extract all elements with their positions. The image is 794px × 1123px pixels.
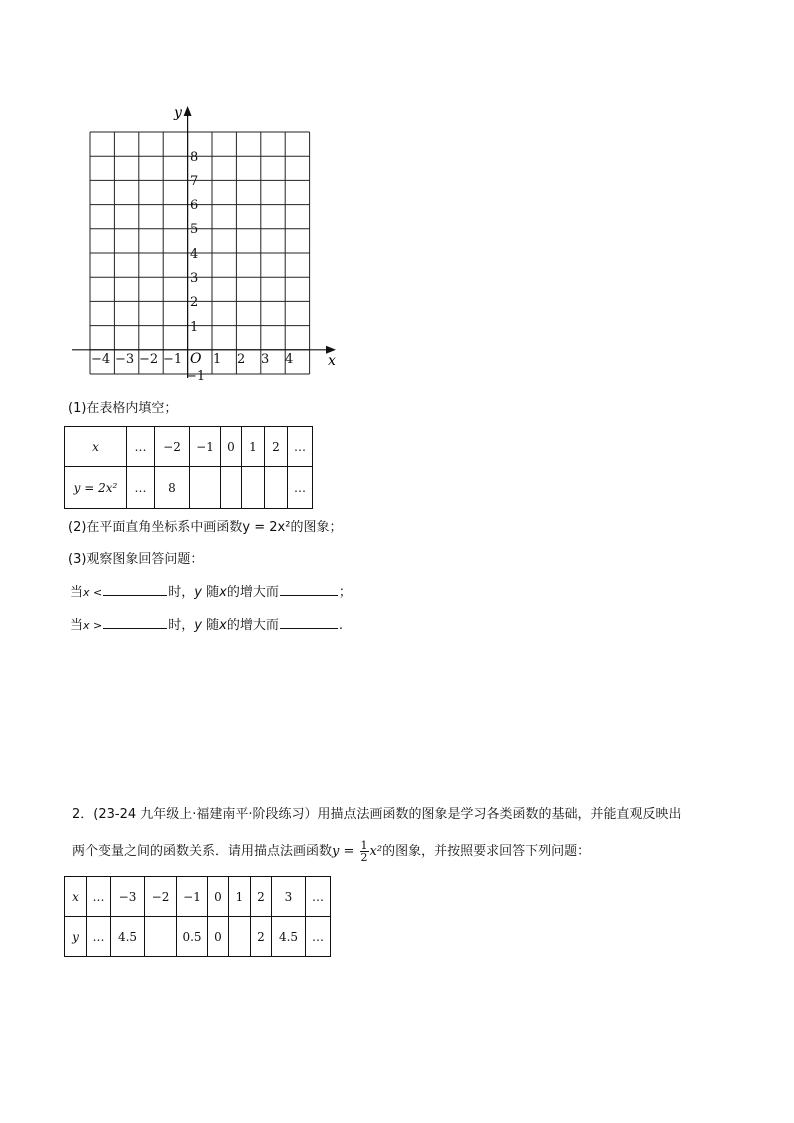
x-tick-label: −3 xyxy=(115,352,135,367)
table-cell: … xyxy=(288,467,313,509)
text: 的图象，并按照要求回答下列问题： xyxy=(382,844,591,859)
text: 时， xyxy=(168,585,195,600)
table-cell: x xyxy=(65,877,87,917)
table-cell: −1 xyxy=(190,427,221,467)
table-cell xyxy=(242,467,265,509)
table-cell: −3 xyxy=(111,877,145,917)
fraction-denominator: 2 xyxy=(360,851,368,864)
table-cell xyxy=(190,467,221,509)
q1-line5 xyxy=(70,615,343,635)
function-y: y = xyxy=(332,844,355,859)
text: 时， xyxy=(168,618,195,633)
inequality: x < xyxy=(83,586,103,599)
table-cell: −2 xyxy=(155,427,190,467)
table-cell xyxy=(145,917,177,957)
table-cell: … xyxy=(306,877,331,917)
coordinate-grid xyxy=(60,95,350,390)
answer-blank[interactable] xyxy=(280,582,338,596)
var-y: y xyxy=(194,618,202,633)
function-x: x² xyxy=(369,844,383,859)
text: 当 xyxy=(70,618,84,633)
y-tick-label: −1 xyxy=(186,369,206,384)
y-tick-label: 8 xyxy=(190,150,199,165)
table-cell: 8 xyxy=(155,467,190,509)
q1-part3: (3)观察图象回答问题： xyxy=(68,552,204,567)
origin-label: O xyxy=(190,351,202,367)
x-tick-label: 3 xyxy=(261,352,270,367)
table-cell: … xyxy=(127,427,155,467)
table-cell xyxy=(229,917,251,957)
text: 的增大而 xyxy=(226,585,279,600)
table-cell: x xyxy=(65,427,127,467)
var-y: y xyxy=(194,585,202,600)
table-cell: 1 xyxy=(229,877,251,917)
table-cell: … xyxy=(127,467,155,509)
q1-part1: (1)在表格内填空； xyxy=(68,401,178,416)
fraction xyxy=(360,840,369,863)
y-tick-label: 7 xyxy=(190,174,199,189)
table-cell: 3 xyxy=(272,877,306,917)
table-cell: y xyxy=(65,917,87,957)
table-cell: 1 xyxy=(242,427,265,467)
y-axis-arrow xyxy=(184,106,192,116)
x-tick-label: 2 xyxy=(237,352,246,367)
text: 随 xyxy=(206,585,220,600)
table-cell: 0.5 xyxy=(177,917,208,957)
q2-value-table xyxy=(64,876,331,957)
text: 两个变量之间的函数关系．请用描点法画函数 xyxy=(72,844,333,859)
table-cell: … xyxy=(87,877,111,917)
table-cell: 2 xyxy=(251,877,272,917)
y-tick-label: 2 xyxy=(190,295,199,310)
y-tick-label: 5 xyxy=(190,222,199,237)
text: 随 xyxy=(206,618,220,633)
fraction-numerator: 1 xyxy=(360,839,368,852)
grid-lines xyxy=(90,132,310,374)
table-cell xyxy=(221,467,242,509)
y-tick-label: 4 xyxy=(190,247,199,262)
answer-blank[interactable] xyxy=(280,615,338,629)
y-axis-label: y xyxy=(174,105,182,121)
y-tick-label: 3 xyxy=(190,271,199,286)
table-cell: 2 xyxy=(251,917,272,957)
q2-line1: 2．(23-24 九年级上·福建南平·阶段练习）用描点法画函数的图象是学习各类函数的基础，并能直观反映出 xyxy=(72,807,682,822)
text: 当 xyxy=(70,585,84,600)
table-cell: 0 xyxy=(208,877,229,917)
y-tick-label: 6 xyxy=(190,198,199,213)
table-cell: −2 xyxy=(145,877,177,917)
table-cell xyxy=(265,467,288,509)
x-axis-label: x xyxy=(328,353,336,369)
answer-blank[interactable] xyxy=(103,615,167,629)
table-cell: 0 xyxy=(221,427,242,467)
q1-value-table xyxy=(64,426,313,509)
table-cell: 4.5 xyxy=(272,917,306,957)
text: 的增大而 xyxy=(226,618,279,633)
x-tick-label: 4 xyxy=(285,352,294,367)
table-cell: 4.5 xyxy=(111,917,145,957)
q2-line2 xyxy=(72,840,590,864)
inequality: x > xyxy=(83,619,103,632)
table-cell: … xyxy=(306,917,331,957)
x-tick-label: −4 xyxy=(91,352,111,367)
answer-blank[interactable] xyxy=(103,582,167,596)
table-cell: 0 xyxy=(208,917,229,957)
q1-line4 xyxy=(70,582,352,602)
q1-part2: (2)在平面直角坐标系中画函数y = 2x²的图象； xyxy=(68,520,343,535)
table-cell: … xyxy=(288,427,313,467)
var-x: x xyxy=(219,618,227,633)
x-tick-label: −1 xyxy=(163,352,183,367)
text: . xyxy=(338,618,343,633)
table-cell: 2 xyxy=(265,427,288,467)
var-x: x xyxy=(219,585,227,600)
text: ； xyxy=(338,585,352,600)
table-cell: … xyxy=(87,917,111,957)
table-cell: −1 xyxy=(177,877,208,917)
table-cell: y = 2x² xyxy=(65,467,127,509)
y-tick-label: 1 xyxy=(190,320,199,335)
x-tick-label: 1 xyxy=(213,352,222,367)
x-tick-label: −2 xyxy=(139,352,159,367)
